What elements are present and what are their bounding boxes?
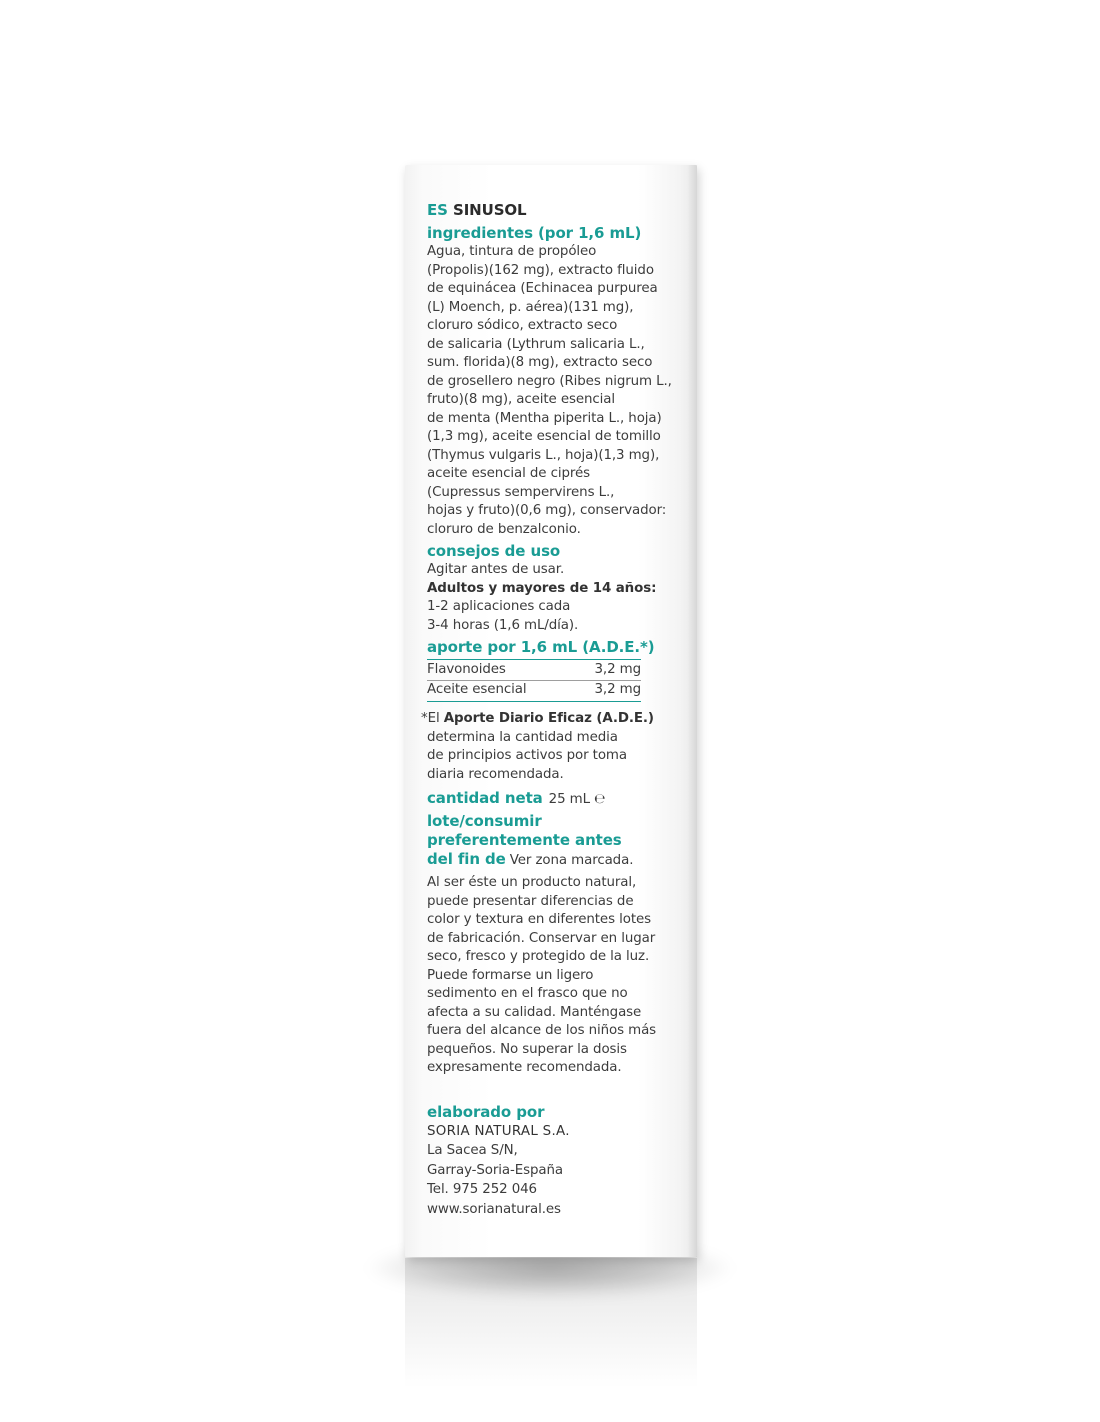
footnote-bold: Aporte Diario Eficaz (A.D.E.) (443, 711, 654, 726)
ingredients-line: (Cupressus sempervirens L., (427, 484, 615, 500)
ingredients-line: de grosellero negro (Ribes nigrum L., (427, 373, 672, 389)
lot-label: del fin de (427, 850, 506, 868)
maker-heading: elaborado por (427, 1102, 545, 1121)
product-box-side-panel (405, 165, 697, 1257)
ingredients-line: de salicaria (Lythrum salicaria L., (427, 336, 645, 352)
contribution-heading: aporte por 1,6 mL (A.D.E.*) (427, 638, 655, 656)
usage-line: 1-2 aplicaciones cada (427, 599, 571, 614)
ingredients-text (427, 243, 679, 539)
ade-footnote (421, 710, 679, 784)
maker-company: SORIA NATURAL S.A. (427, 1123, 570, 1139)
table-row (427, 661, 641, 681)
lot-value: Ver zona marcada. (509, 853, 634, 868)
ingredients-line: hojas y fruto)(0,6 mg), conservador: (427, 503, 667, 518)
usage-target-group: Adultos y mayores de 14 años: (427, 580, 657, 596)
contribution-table (427, 659, 641, 702)
ingredients-line: Agua, tintura de propóleo (427, 244, 597, 259)
nutrient-name: Aceite esencial (427, 681, 527, 697)
ingredients-line: de menta (Mentha piperita L., hoja) (427, 410, 662, 426)
product-name: SINUSOL (452, 201, 527, 219)
product-title (427, 199, 679, 221)
lot-label: lote/consumir (427, 812, 542, 830)
lot-info (427, 812, 679, 870)
nutrient-value: 3,2 mg (594, 681, 641, 697)
ingredients-line: cloruro de benzalconio. (427, 521, 581, 537)
net-quantity-value: 25 mL ℮ (548, 792, 606, 807)
maker-website: www.sorianatural.es (427, 1201, 561, 1217)
ingredients-line: (Propolis)(162 mg), extracto fluido (427, 262, 654, 278)
label-content (421, 199, 679, 1219)
language-code: ES (427, 201, 448, 219)
lot-label: preferentemente antes (427, 831, 622, 849)
box-edge-shading (687, 165, 697, 1257)
maker-address: La Sacea S/N, (427, 1143, 518, 1158)
ingredients-line: fruto)(8 mg), aceite esencial (427, 392, 615, 407)
maker-info (427, 1122, 679, 1220)
ingredients-line: sum. florida)(8 mg), extracto seco (427, 355, 653, 370)
footnote-text: determina la cantidad media de principios activos por toma diaria recomendada. (427, 729, 627, 782)
net-quantity-label: cantidad neta (427, 789, 543, 807)
ingredients-line: aceite esencial de ciprés (427, 466, 590, 481)
disclaimer-text: Al ser éste un producto natural, puede presentar diferencias de color y textura en diferentes lotes de fabricación. Conservar en lugar seco, fresco y protegido de la luz. Puede formarse un ligero sedimento en el frasco que no afecta a su calidad. Manténgase fuera del alcance de los niños más pequeños. No superar la dosis expresamente recomendada. (427, 875, 657, 1075)
ingredients-heading: ingredientes (por 1,6 mL) (427, 224, 642, 242)
nutrient-value: 3,2 mg (594, 662, 641, 677)
ingredients-line: (1,3 mg), aceite esencial de tomillo (427, 429, 661, 444)
table-row (427, 681, 641, 700)
footnote-prefix: *El (421, 711, 444, 726)
usage-line: 3-4 horas (1,6 mL/día). (427, 617, 579, 633)
maker-phone: Tel. 975 252 046 (427, 1182, 537, 1197)
ingredients-line: de equinácea (Echinacea purpurea (427, 281, 658, 296)
nutrient-name: Flavonoides (427, 662, 506, 677)
net-quantity (427, 788, 679, 810)
ingredients-line: cloruro sódico, extracto seco (427, 318, 618, 333)
maker-address: Garray-Soria-España (427, 1162, 563, 1178)
usage-line: Agitar antes de usar. (427, 562, 565, 577)
usage-heading: consejos de uso (427, 542, 561, 560)
ingredients-line: (L) Moench, p. aérea)(131 mg), (427, 299, 634, 315)
ingredients-line: (Thymus vulgaris L., hoja)(1,3 mg), (427, 447, 660, 463)
